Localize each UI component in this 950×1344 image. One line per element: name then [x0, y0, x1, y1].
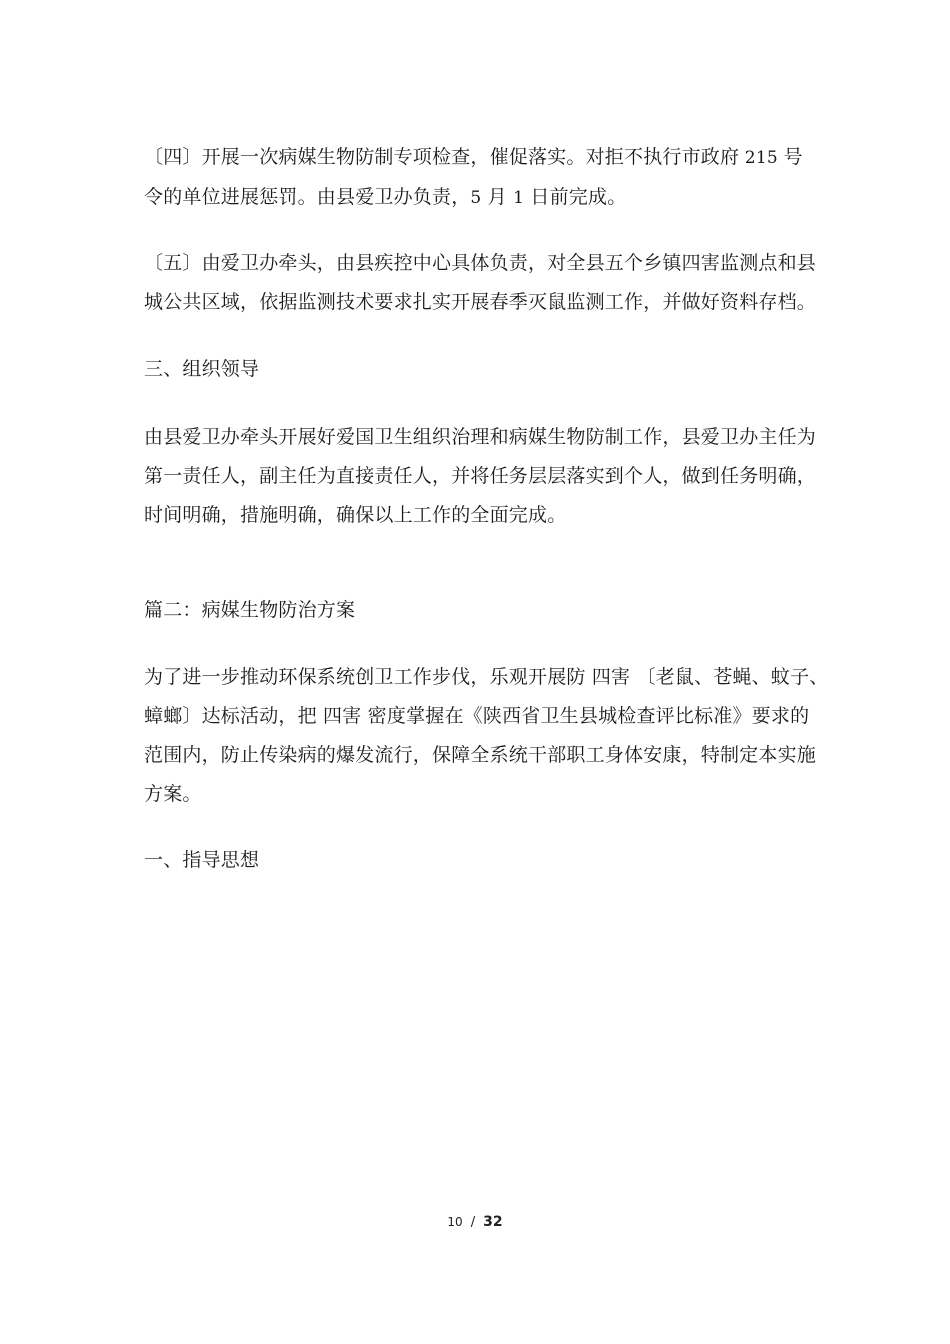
paragraph-inspection: [144, 138, 824, 218]
paragraph-monitoring: [144, 244, 824, 322]
current-page-number: 10: [447, 1215, 463, 1229]
total-page-count: 32: [483, 1214, 503, 1230]
page-separator: /: [470, 1215, 476, 1230]
paragraph-intro: [144, 658, 829, 814]
text-segment: 号: [783, 146, 803, 168]
text-segment: 月: [481, 186, 514, 208]
text-line: 〔五〕由爱卫办牵头，由县疾控中心具体负责，对全县五个乡镇四害监测点和县: [144, 252, 817, 274]
text-segment: 令的单位进展惩罚。由县爱卫办负责，: [144, 186, 471, 208]
text-line: 方案。: [144, 783, 202, 805]
text-segment: 〔四〕开展一次病媒生物防制专项检查，催促落实。对拒不执行市政府: [144, 146, 740, 168]
order-number: 215: [739, 148, 784, 168]
day-number: 1: [513, 188, 525, 208]
text-line: 为了进一步推动环保系统创卫工作步伐，乐观开展防 四害 〔老鼠、苍蝇、蚊子、: [144, 666, 829, 688]
section-heading: 篇二：病媒生物防治方案: [144, 599, 356, 621]
text-line: [144, 138, 824, 178]
heading-guiding-thought: [144, 841, 824, 880]
page-number: [0, 1214, 950, 1230]
paragraph-leadership: [144, 418, 824, 535]
text-line: 由县爱卫办牵头开展好爱国卫生组织治理和病媒生物防制工作，县爱卫办主任为: [144, 426, 817, 448]
section-heading: 一、指导思想: [144, 849, 260, 871]
text-line: 蟑螂〕达标活动，把 四害 密度掌握在《陕西省卫生县城检查评比标准》要求的: [144, 705, 810, 727]
section-heading: 三、组织领导: [144, 358, 260, 380]
month-number: 5: [470, 188, 482, 208]
text-segment: 日前完成。: [524, 186, 627, 208]
text-line: 时间明确，措施明确，确保以上工作的全面完成。: [144, 504, 567, 526]
heading-part-two: [144, 591, 824, 630]
text-line: [144, 178, 824, 218]
text-line: 城公共区域，依据监测技术要求扎实开展春季灭鼠监测工作，并做好资料存档。: [144, 291, 817, 313]
text-line: 第一责任人，副主任为直接责任人，并将任务层层落实到个人，做到任务明确，: [144, 465, 817, 487]
heading-organization: [144, 350, 824, 389]
text-line: 范围内，防止传染病的爆发流行，保障全系统干部职工身体安康，特制定本实施: [144, 744, 817, 766]
